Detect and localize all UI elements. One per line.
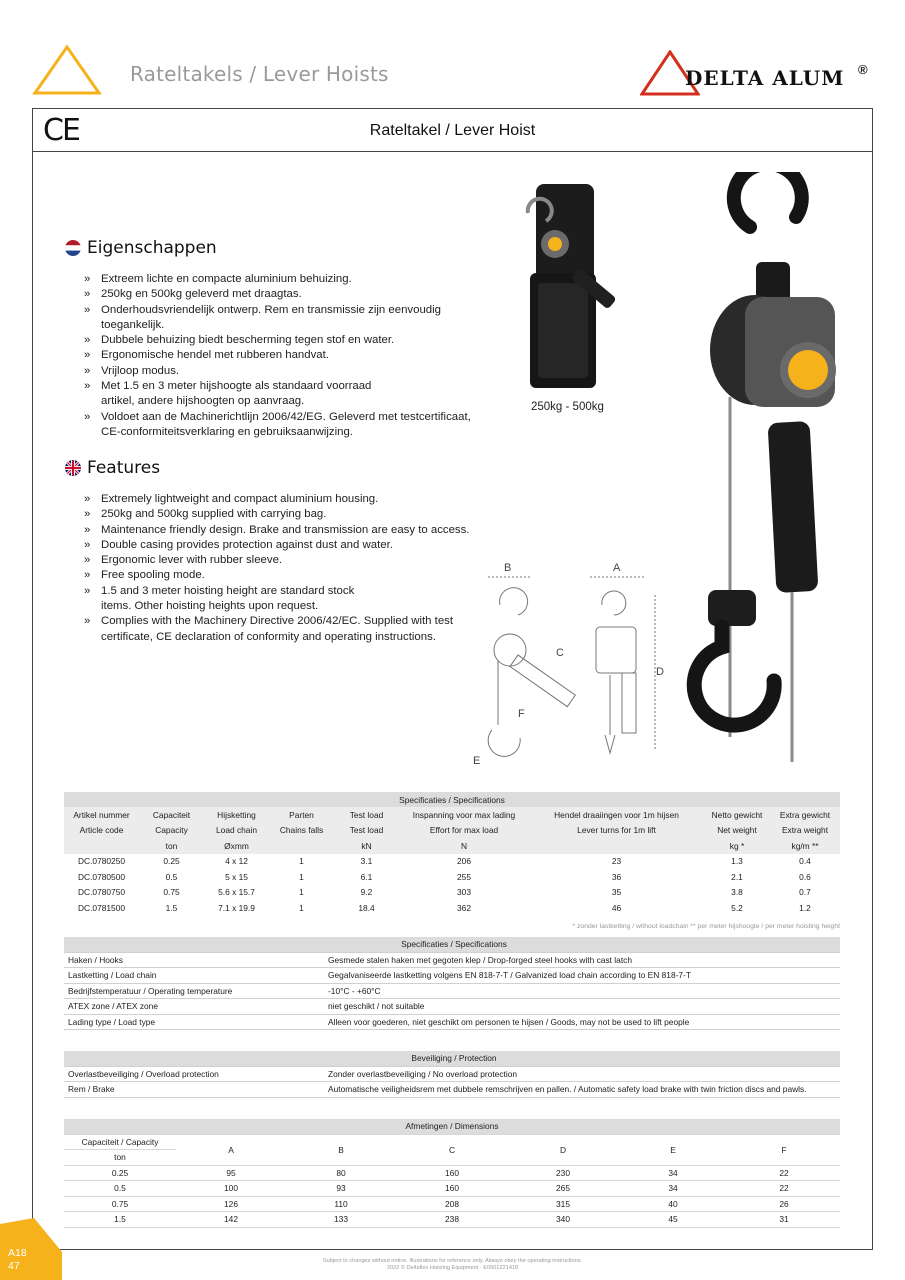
footer-line1: Subject to changes without notice. Illustrations for reference only. Always obey the operating instructions. [322, 1258, 583, 1264]
en-feature-list [84, 492, 474, 645]
image-caption: 250kg - 500kg [531, 401, 604, 413]
table-row [64, 1066, 840, 1082]
column-header: F [728, 1134, 840, 1165]
nl-heading [65, 238, 217, 258]
protection-table [64, 1051, 840, 1098]
table-cell: 23 [611, 856, 622, 867]
table-row [64, 1181, 840, 1197]
spec-footnote: * zonder lastketting / without loadchain ** per meter hijshoogte / per meter hoisting height [572, 923, 840, 930]
page-number-line2: 47 [8, 1260, 20, 1272]
table-cell: 36 [611, 871, 622, 882]
table-cell: Gesmede stalen haken met gegoten klep / Drop-forged steel hooks with cast latch [324, 952, 840, 968]
list-item: » Vrijloop modus. [84, 364, 484, 379]
hoist-in-bag-image [500, 178, 635, 393]
dim-label-d: D [656, 666, 664, 678]
table-cell: 100 [176, 1181, 286, 1197]
table-cell: Overlastbeveiliging / Overload protection [64, 1066, 324, 1082]
table-cell: 1.5 [165, 902, 178, 913]
column-header: Hijsketting [204, 807, 269, 823]
page-footer [0, 1258, 905, 1272]
list-item: » Extremely lightweight and compact aluminium housing. [84, 492, 474, 507]
table-cell: 1.2 [799, 902, 811, 913]
table-cell: 34 [618, 1181, 728, 1197]
table-cell: 0.75 [64, 1196, 176, 1212]
column-header: Effort for max load [399, 823, 529, 839]
table-row [64, 1196, 840, 1212]
table-cell: 31 [728, 1212, 840, 1228]
en-heading-text: Features [87, 458, 161, 478]
page-number-line1: A18 [8, 1247, 27, 1259]
table-cell: 40 [618, 1196, 728, 1212]
table-cell: Automatische veiligheidsrem met dubbele remschrijven en pallen. / Automatic safety load brake with twin friction discs and pawls. [324, 1082, 840, 1098]
column-header: Extra weight [770, 823, 840, 839]
table-cell: Lading type / Load type [64, 1014, 324, 1030]
list-item: » Dubbele behuizing biedt bescherming tegen stof en water. [84, 333, 484, 348]
table-cell: 95 [176, 1165, 286, 1181]
table-cell: 208 [396, 1196, 508, 1212]
column-header: Capacity [139, 823, 204, 839]
triangle-logo-icon [32, 44, 102, 96]
table-cell: ATEX zone / ATEX zone [64, 999, 324, 1015]
table-cell: 4 x 12 [225, 856, 248, 867]
nl-feature-list [84, 272, 484, 440]
table-row [64, 999, 840, 1015]
table-cell: 0.6 [799, 871, 811, 882]
list-item: » Met 1.5 en 3 meter hijshoogte als standaard voorraad artikel, andere hijshoogten op aanvraag. [84, 379, 384, 410]
list-item: » Free spooling mode. [84, 568, 474, 583]
table-cell: 0.4 [799, 856, 811, 867]
en-heading [65, 458, 160, 478]
unit-cell [64, 838, 139, 854]
nl-heading-text: Eigenschappen [87, 238, 217, 258]
unit-cell: ton [64, 1150, 176, 1166]
table-cell: 9.2 [360, 887, 373, 898]
table-cell: 340 [508, 1212, 618, 1228]
table-cell: 1 [299, 856, 304, 867]
dimensions-table [64, 1119, 840, 1228]
column-header: Lever turns for 1m lift [529, 823, 704, 839]
table-cell: 46 [611, 902, 622, 913]
column-header: A [176, 1134, 286, 1165]
table-cell: Gegalvaniseerde lastketting volgens EN 818-7-T / Galvanized load chain according to EN 818-7-T [324, 968, 840, 984]
table-cell: 3.8 [731, 887, 743, 898]
table-caption: Afmetingen / Dimensions [64, 1119, 840, 1134]
column-header: Extra gewicht [770, 807, 840, 823]
dim-label-a: A [613, 562, 621, 574]
table-cell: 126 [176, 1196, 286, 1212]
unit-cell: kN [334, 838, 399, 854]
product-title: Rateltakel / Lever Hoist [369, 122, 536, 139]
table-cell: DC.0780250 [77, 856, 126, 867]
table-cell: Alleen voor goederen, niet geschikt om personen te hijsen / Goods, may not be used to lift people [324, 1014, 840, 1030]
list-item: » 250kg and 500kg supplied with carrying bag. [84, 507, 474, 522]
column-header: Capaciteit [139, 807, 204, 823]
table-cell: 26 [728, 1196, 840, 1212]
table-cell: 80 [286, 1165, 396, 1181]
frame-header [33, 109, 872, 152]
table-cell: 1.5 [64, 1212, 176, 1228]
column-header: Chains falls [269, 823, 334, 839]
footer-line2: 2022 © Deltaflex Hoisting Equipment · E0501221418 [386, 1265, 519, 1271]
list-item: » Double casing provides protection against dust and water. [84, 538, 474, 553]
table-cell: 142 [176, 1212, 286, 1228]
unit-cell [269, 838, 334, 854]
table-cell: 45 [618, 1212, 728, 1228]
table-header-row-nl [64, 807, 840, 823]
table-cell: Zonder overlastbeveiliging / No overload protection [324, 1066, 840, 1082]
list-item: » 250kg en 500kg geleverd met draagtas. [84, 287, 484, 302]
table-cell: 18.4 [358, 902, 375, 913]
table-caption: Beveiliging / Protection [64, 1051, 840, 1066]
table-cell: Bedrijfstemperatuur / Operating temperature [64, 983, 324, 999]
table-cell: 0.25 [64, 1165, 176, 1181]
dim-label-b: B [504, 562, 512, 574]
list-item: » Complies with the Machinery Directive 2006/42/EC. Supplied with test certificate, CE declaration of conformity and operating instructions. [84, 614, 464, 645]
ce-mark-icon: CE [43, 113, 79, 148]
lever-hoist-image [680, 172, 850, 767]
table-cell: 315 [508, 1196, 618, 1212]
table-row [64, 1165, 840, 1181]
table-cell: 0.5 [64, 1181, 176, 1197]
table-cell: 0.25 [163, 856, 180, 867]
table-cell: 22 [728, 1165, 840, 1181]
table-cell: DC.0781500 [77, 902, 126, 913]
table-row [64, 1082, 840, 1098]
column-header: Net weight [704, 823, 770, 839]
table-row [64, 952, 840, 968]
dutch-flag-icon [65, 240, 81, 256]
table-cell: 110 [286, 1196, 396, 1212]
dim-label-c: C [556, 647, 564, 659]
table-cell: 0.75 [163, 887, 180, 898]
column-header: Parten [269, 807, 334, 823]
list-item: » Maintenance friendly design. Brake and transmission are easy to access. [84, 523, 474, 538]
table-cell: 160 [396, 1181, 508, 1197]
dimension-drawing [470, 565, 670, 775]
list-item: » Onderhoudsvriendelijk ontwerp. Rem en transmissie zijn eenvoudig toegankelijk. [84, 303, 484, 334]
table-cell: 1.3 [731, 856, 743, 867]
table-caption: Specificaties / Specifications [64, 937, 840, 952]
column-header: Test load [334, 823, 399, 839]
table-cell: 362 [457, 902, 471, 913]
table-row [64, 900, 840, 916]
table-cell: 1 [299, 902, 304, 913]
unit-cell: N [399, 838, 529, 854]
table-cell: 93 [286, 1181, 396, 1197]
unit-cell: Øxmm [204, 838, 269, 854]
column-header: B [286, 1134, 396, 1165]
table-cell: 2.1 [731, 871, 743, 882]
table-cell: 160 [396, 1165, 508, 1181]
registered-mark: ® [858, 62, 868, 77]
table-cell: 5.6 x 15.7 [218, 887, 255, 898]
table-cell: Haken / Hooks [64, 952, 324, 968]
table-cell: 230 [508, 1165, 618, 1181]
table-cell: 1 [299, 871, 304, 882]
column-header: Capaciteit / Capacity [64, 1134, 176, 1150]
table-row [64, 1014, 840, 1030]
list-item: » Voldoet aan de Machinerichtlijn 2006/42/EG. Geleverd met testcertificaat, CE-conformiteitsverklaring en gebruiksaanwijzing. [84, 410, 484, 441]
page-header-title: Rateltakels / Lever Hoists [130, 62, 389, 86]
logo-text: DELTA ALUM [685, 66, 845, 90]
table-row [64, 854, 840, 870]
table-header-row [64, 1134, 840, 1150]
unit-cell: kg * [704, 838, 770, 854]
table-cell: DC.0780500 [77, 871, 126, 882]
table-cell: 238 [396, 1212, 508, 1228]
delta-alum-logo [640, 50, 880, 96]
table-cell: 34 [618, 1165, 728, 1181]
table-cell: 133 [286, 1212, 396, 1228]
unit-cell [529, 838, 704, 854]
table-cell: 303 [457, 887, 471, 898]
table-cell: 0.7 [799, 887, 811, 898]
column-header: Article code [64, 823, 139, 839]
column-header: Artikel nummer [64, 807, 139, 823]
table-cell: 22 [728, 1181, 840, 1197]
column-header: Load chain [204, 823, 269, 839]
table-cell: 5.2 [731, 902, 743, 913]
column-header: Hendel draaiingen voor 1m hijsen [529, 807, 704, 823]
table-row [64, 869, 840, 885]
table-caption: Specificaties / Specifications [64, 792, 840, 807]
column-header: D [508, 1134, 618, 1165]
unit-cell: ton [139, 838, 204, 854]
table-unit-row [64, 838, 840, 854]
list-item: » 1.5 and 3 meter hoisting height are standard stock items. Other hoisting heights upon request. [84, 584, 384, 615]
table-row [64, 885, 840, 901]
column-header: Inspanning voor max lading [399, 807, 529, 823]
table-cell: 0.5 [165, 871, 178, 882]
table-header-row-en [64, 823, 840, 839]
column-header: Test load [334, 807, 399, 823]
general-specifications-table [64, 937, 840, 1030]
list-item: » Ergonomic lever with rubber sleeve. [84, 553, 474, 568]
list-item: » Extreem lichte en compacte aluminium behuizing. [84, 272, 484, 287]
table-row [64, 983, 840, 999]
table-cell: 35 [611, 887, 622, 898]
table-row [64, 968, 840, 984]
table-cell: DC.0780750 [77, 887, 126, 898]
table-cell: niet geschikt / not suitable [324, 999, 840, 1015]
table-cell: 5 x 15 [225, 871, 248, 882]
table-cell: Lastketting / Load chain [64, 968, 324, 984]
specifications-table [64, 792, 840, 916]
table-cell: 265 [508, 1181, 618, 1197]
table-cell: 3.1 [360, 856, 373, 867]
table-row [64, 1212, 840, 1228]
table-cell: 7.1 x 19.9 [218, 902, 255, 913]
uk-flag-icon [65, 460, 81, 476]
unit-cell: kg/m ** [770, 838, 840, 854]
table-cell: -10°C - +60°C [324, 983, 840, 999]
column-header: Netto gewicht [704, 807, 770, 823]
table-cell: 1 [299, 887, 304, 898]
column-header: C [396, 1134, 508, 1165]
column-header: E [618, 1134, 728, 1165]
list-item: » Ergonomische hendel met rubberen handvat. [84, 348, 484, 363]
dim-label-e: E [473, 755, 481, 767]
table-cell: 6.1 [360, 871, 373, 882]
table-cell: 255 [457, 871, 471, 882]
dim-label-f: F [518, 708, 525, 720]
table-cell: 206 [457, 856, 471, 867]
table-cell: Rem / Brake [64, 1082, 324, 1098]
